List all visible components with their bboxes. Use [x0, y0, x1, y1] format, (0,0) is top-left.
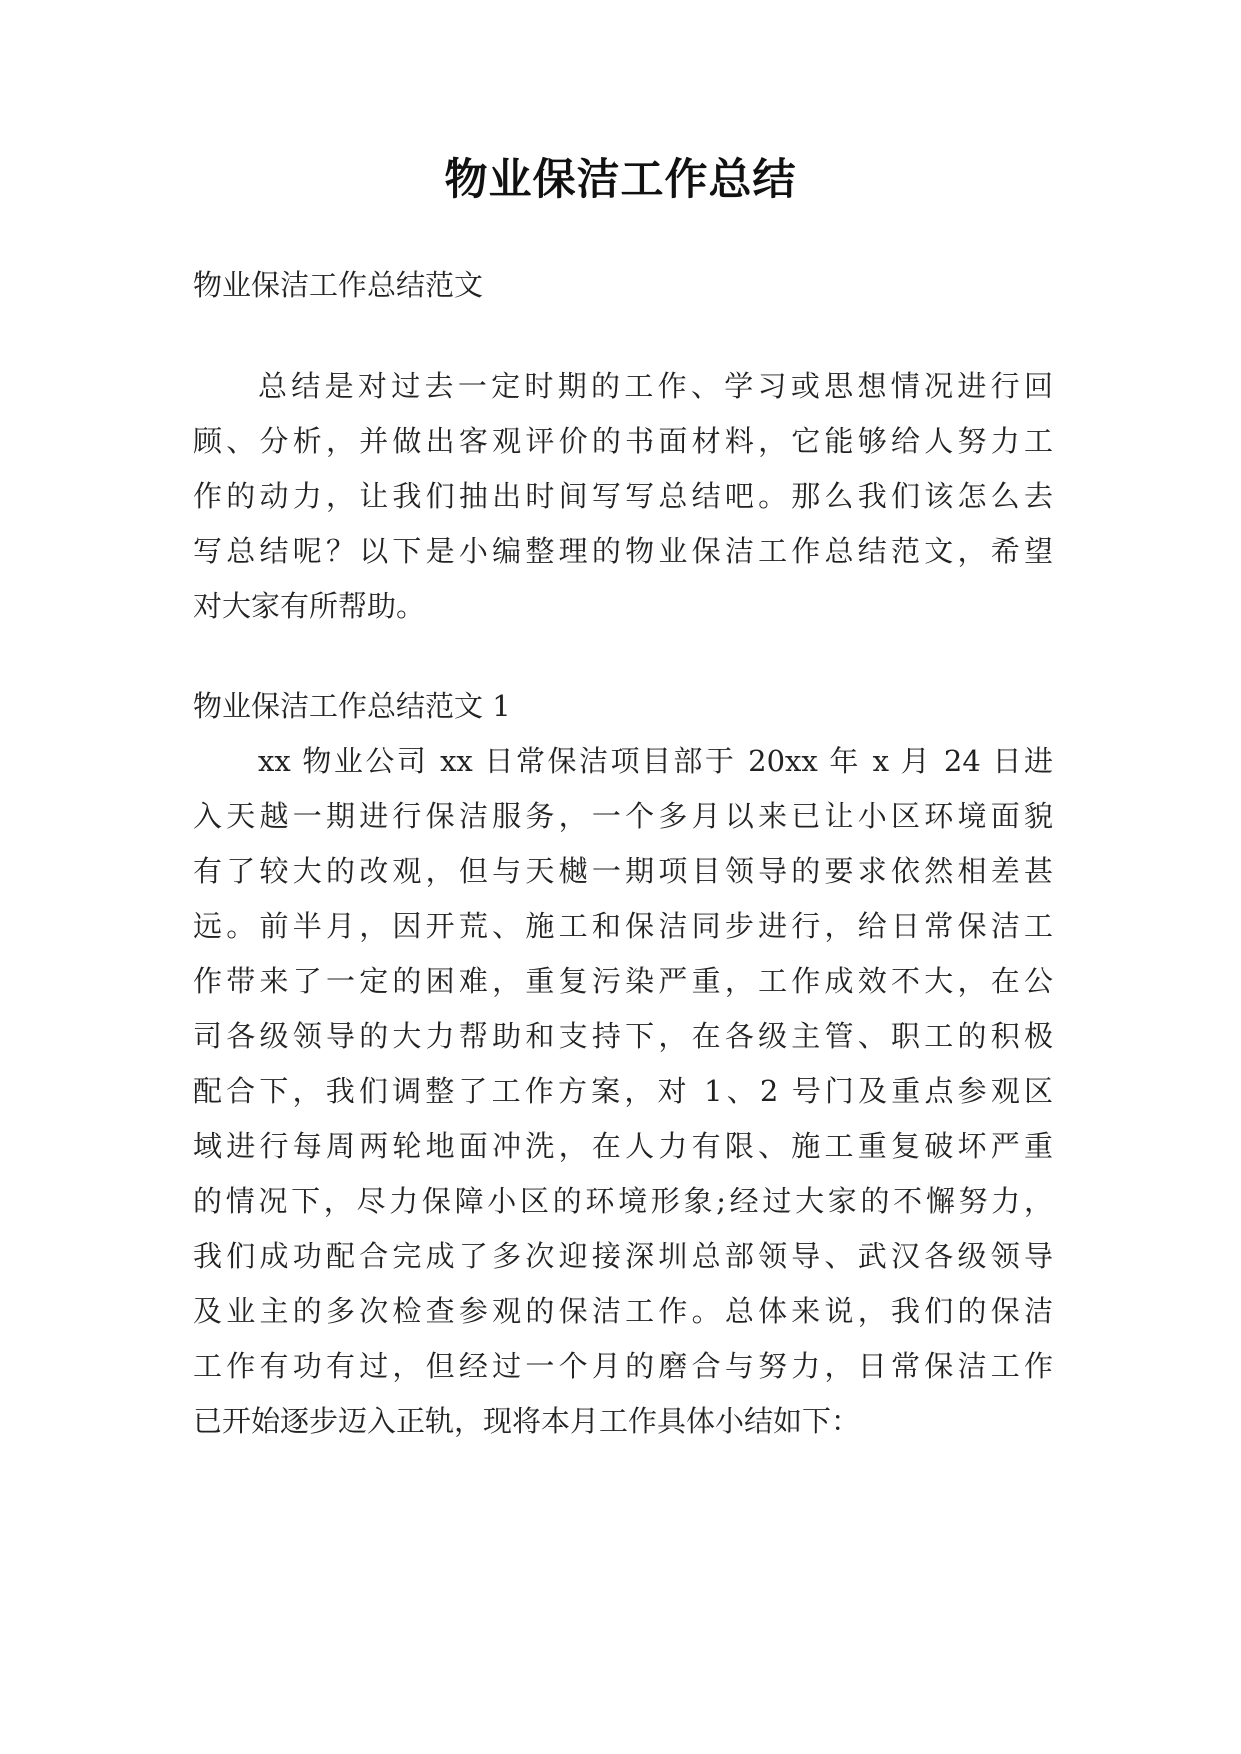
intro-line: 总结是对过去一定时期的工作、学习或思想情况进行回: [258, 369, 1053, 403]
body-line: 司各级领导的大力帮助和支持下，在各级主管、职工的积极: [193, 1019, 1053, 1053]
intro-line: 作的动力，让我们抽出时间写写总结吧。那么我们该怎么去: [193, 479, 1053, 513]
document-subtitle: 物业保洁工作总结范文: [193, 268, 484, 302]
body-line: 工作有功有过，但经过一个月的磨合与努力，日常保洁工作: [193, 1349, 1053, 1383]
body-line: 远。前半月，因开荒、施工和保洁同步进行，给日常保洁工: [193, 909, 1053, 943]
document-title: 物业保洁工作总结: [444, 155, 797, 205]
body-line: 有了较大的改观，但与天樾一期项目领导的要求依然相差甚: [193, 854, 1053, 888]
body-line: xx 物业公司 xx 日常保洁项目部于 20xx 年 x 月 24 日进: [258, 744, 1053, 778]
section-heading: 物业保洁工作总结范文 1: [193, 689, 511, 723]
body-line: 作带来了一定的困难，重复污染严重，工作成效不大，在公: [193, 964, 1053, 998]
body-line: 的情况下，尽力保障小区的环境形象;经过大家的不懈努力，: [193, 1184, 1053, 1218]
body-line: 配合下，我们调整了工作方案，对 1、2 号门及重点参观区: [193, 1074, 1053, 1108]
intro-line: 对大家有所帮助。: [193, 589, 426, 623]
body-line: 域进行每周两轮地面冲洗，在人力有限、施工重复破坏严重: [193, 1129, 1053, 1163]
intro-line: 写总结呢？以下是小编整理的物业保洁工作总结范文，希望: [193, 534, 1053, 568]
body-line: 入天越一期进行保洁服务，一个多月以来已让小区环境面貌: [193, 799, 1053, 833]
intro-line: 顾、分析，并做出客观评价的书面材料，它能够给人努力工: [193, 424, 1053, 458]
body-line: 已开始逐步迈入正轨，现将本月工作具体小结如下：: [193, 1404, 861, 1438]
body-line: 及业主的多次检查参观的保洁工作。总体来说，我们的保洁: [193, 1294, 1053, 1328]
body-line: 我们成功配合完成了多次迎接深圳总部领导、武汉各级领导: [193, 1239, 1053, 1273]
